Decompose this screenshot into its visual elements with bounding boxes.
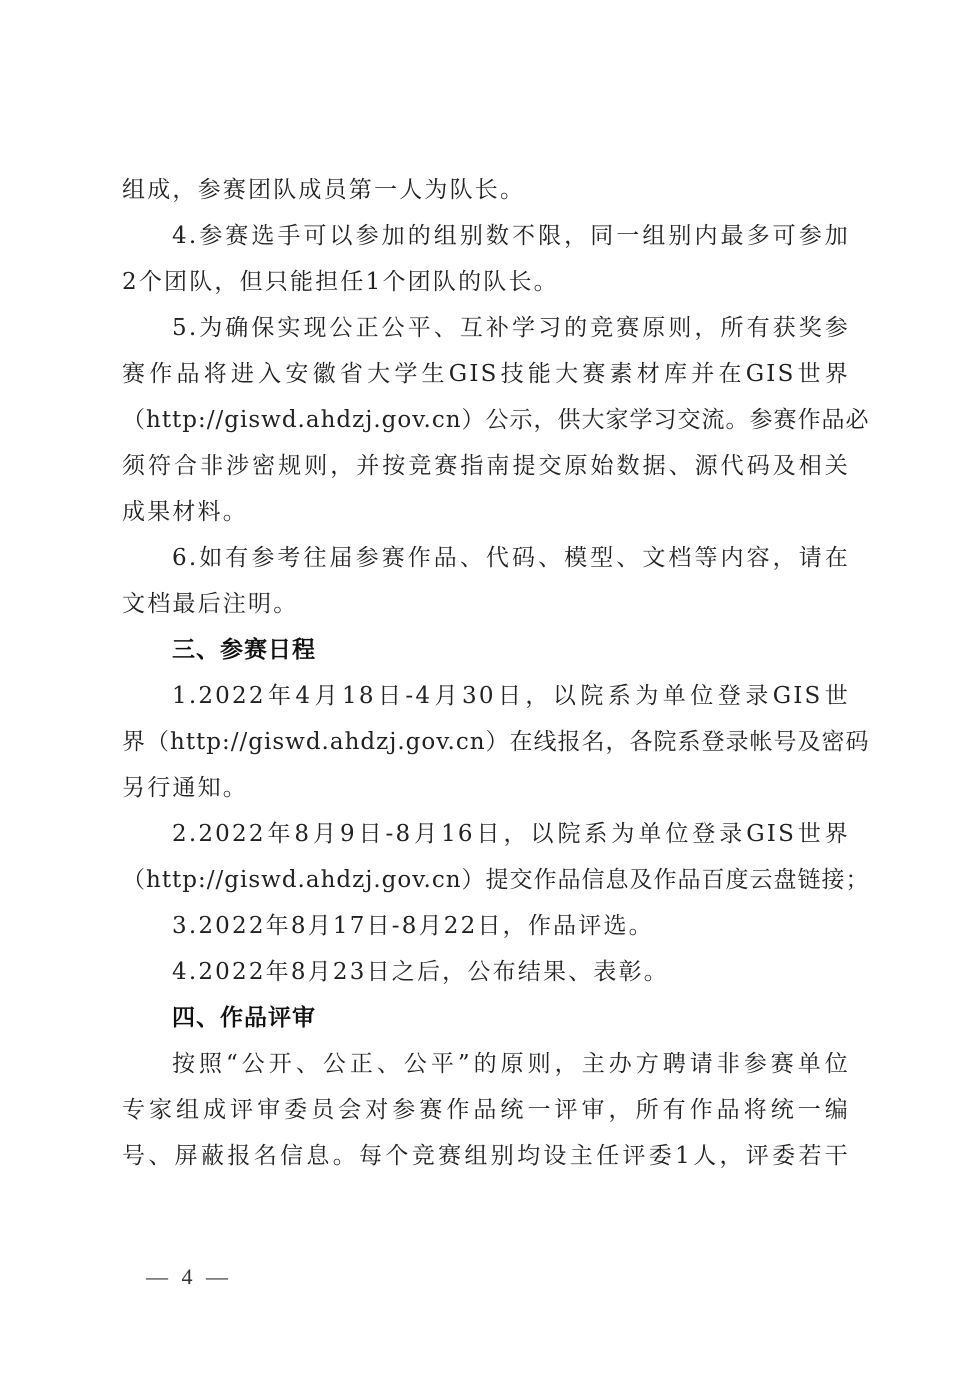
text-line: 2.2022年8月9日-8月16日，以院系为单位登录GIS世界 [172,821,850,847]
text-line: 4.2022年8月23日之后，公布结果、表彰。 [172,959,669,985]
text-line: （http://giswd.ahdzj.gov.cn）公示，供大家学习交流。参赛作品必 [122,407,870,433]
text-line: 5.为确保实现公正公平、互补学习的竞赛原则，所有获奖参 [172,315,850,341]
text-line: 号、屏蔽报名信息。每个竞赛组别均设主任评委1人，评委若干 [122,1143,850,1169]
text-line: 专家组成评审委员会对参赛作品统一评审，所有作品将统一编 [122,1097,850,1123]
page-number: — 4 — [146,1264,232,1289]
text-line: 4.参赛选手可以参加的组别数不限，同一组别内最多可参加 [172,223,850,249]
text-line: 2个团队，但只能担任1个团队的队长。 [122,269,559,295]
section-heading-schedule: 三、参赛日程 [172,637,316,663]
text-line: 组成，参赛团队成员第一人为队长。 [122,177,526,203]
text-line: 6.如有参考往届参赛作品、代码、模型、文档等内容，请在 [172,545,850,571]
text-line: 赛作品将进入安徽省大学生GIS技能大赛素材库并在GIS世界 [122,361,850,387]
text-line: 须符合非涉密规则，并按竞赛指南提交原始数据、源代码及相关 [122,453,850,479]
text-line: 按照“公开、公正、公平”的原则，主办方聘请非参赛单位 [172,1051,850,1077]
text-line: 文档最后注明。 [122,591,299,617]
text-line: 界（http://giswd.ahdzj.gov.cn）在线报名，各院系登录帐号及密码 [122,729,870,755]
text-line: 3.2022年8月17日-8月22日，作品评选。 [172,913,654,939]
text-line: 1.2022年4月18日-4月30日，以院系为单位登录GIS世 [172,683,850,709]
section-heading-review: 四、作品评审 [172,1005,316,1031]
text-line: 另行通知。 [122,775,248,801]
text-line: 成果材料。 [122,499,248,525]
text-line: （http://giswd.ahdzj.gov.cn）提交作品信息及作品百度云盘链接； [122,867,870,893]
